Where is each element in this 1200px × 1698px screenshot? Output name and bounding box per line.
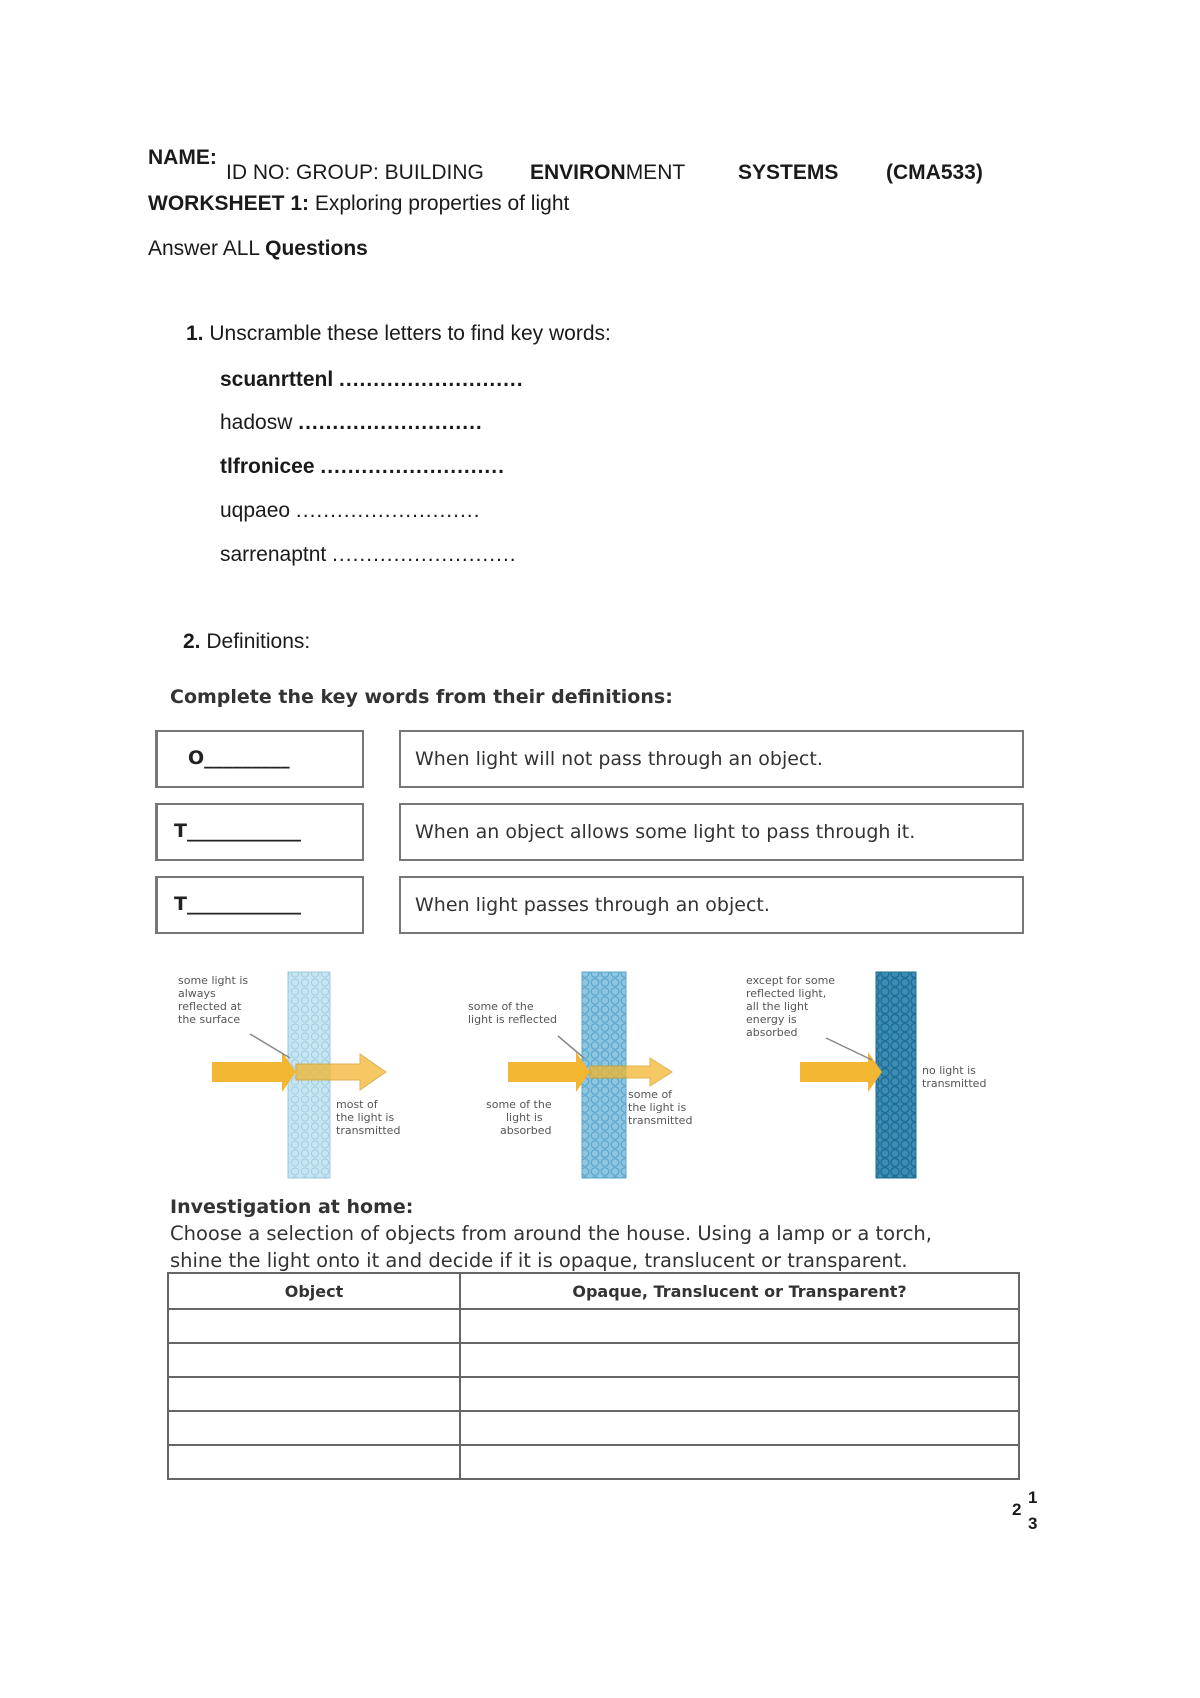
answer-blank: ........................... [332,543,517,566]
classification-cell[interactable] [460,1343,1019,1377]
label-no-transmission: no light is transmitted [922,1064,987,1090]
instructions [148,237,368,261]
table-header-row [168,1273,1019,1309]
transparent-panel [178,972,400,1178]
table-row [168,1445,1019,1479]
term-box[interactable] [155,876,364,934]
investigation-heading: Investigation at home: [170,1196,414,1218]
worksheet-title [148,192,569,216]
question-1-number: 1. [186,322,204,345]
term-text: T____________ [174,893,301,915]
label-reflected: some of the light is reflected [468,1000,558,1026]
scramble-item [220,455,505,479]
term-box[interactable] [155,803,364,861]
scramble-item [220,543,517,567]
name-label: NAME: [148,146,217,169]
definition-text: When an object allows some light to pass through it. [415,821,916,843]
incoming-light-arrow [212,1052,296,1092]
opaque-material [876,972,916,1178]
definition-box [399,876,1024,934]
environment-rest: MENT [625,161,686,184]
definition-text: When light passes through an object. [415,894,770,916]
course-title-systems: SYSTEMS [738,161,839,184]
table-row [168,1377,1019,1411]
term-text: T____________ [174,820,301,842]
course-title-environment [530,161,685,185]
incoming-light-arrow [508,1052,590,1092]
investigation-line-2: shine the light onto it and decide if it is opaque, translucent or transparent. [170,1249,908,1272]
instructions-prefix: Answer ALL [148,237,260,260]
answer-blank: ........................... [298,411,483,434]
id-group-label: ID NO: GROUP: BUILDING [226,161,484,184]
table-row [168,1411,1019,1445]
label-reflected: some light is always reflected at the surface [178,974,249,1026]
scramble-word: hadosw [220,411,293,434]
page-fraction-top: 1 [1028,1488,1038,1507]
question-2-number: 2. [183,630,201,653]
label-absorbed: some of the light is absorbed [486,1098,552,1137]
investigation-line-1: Choose a selection of objects from around the house. Using a lamp or a torch, [170,1222,932,1245]
question-2 [183,630,310,654]
object-cell[interactable] [168,1309,460,1343]
scramble-word: uqpaeo [220,499,291,522]
answer-blank: ........................... [320,455,505,478]
object-cell[interactable] [168,1445,460,1479]
term-box[interactable] [155,730,364,788]
definition-text: When light will not pass through an object. [415,748,823,770]
page-number: 2 [1012,1500,1022,1519]
definitions-subheading: Complete the key words from their definitions: [170,686,673,708]
answer-blank: ........................... [295,499,481,522]
reflection-pointer [558,1036,584,1058]
opaque-panel [746,972,986,1178]
table-row [168,1343,1019,1377]
label-transmitted: some of the light is transmitted [628,1088,693,1127]
light-transmission-diagram [150,960,1030,1190]
term-text: O_________ [188,747,290,769]
object-cell[interactable] [168,1411,460,1445]
scramble-item [220,411,483,435]
answer-blank: ........................... [339,368,524,391]
column-header-object: Object [168,1273,460,1309]
object-cell[interactable] [168,1343,460,1377]
definition-box [399,803,1024,861]
scramble-word: tlfronicee [220,455,315,478]
column-header-classification: Opaque, Translucent or Transparent? [460,1273,1019,1309]
reflection-pointer [250,1034,290,1058]
environment-bold: ENVIRON [530,161,626,184]
question-1-text: Unscramble these letters to find key words: [209,322,611,345]
scramble-item [220,499,480,523]
definition-box [399,730,1024,788]
absorption-pointer [826,1038,872,1060]
objects-table [167,1272,1020,1480]
page-fraction-bottom: 3 [1028,1514,1038,1533]
instructions-bold: Questions [265,237,368,260]
classification-cell[interactable] [460,1309,1019,1343]
worksheet-topic: Exploring properties of light [314,192,570,215]
table-row [168,1309,1019,1343]
classification-cell[interactable] [460,1445,1019,1479]
question-2-text: Definitions: [206,630,311,653]
scramble-item [220,368,524,392]
label-absorbed: except for some reflected light, all the light energy is absorbed [746,974,836,1039]
worksheet-number: WORKSHEET 1: [148,192,310,215]
translucent-panel [468,972,692,1178]
incoming-light-arrow [800,1052,882,1092]
classification-cell[interactable] [460,1377,1019,1411]
classification-cell[interactable] [460,1411,1019,1445]
question-1 [186,322,611,346]
object-cell[interactable] [168,1377,460,1411]
course-code: (CMA533) [886,161,983,184]
scramble-word: scuanrttenl [220,368,334,391]
scramble-word: sarrenaptnt [220,543,327,566]
label-transmitted: most of the light is transmitted [336,1098,401,1137]
